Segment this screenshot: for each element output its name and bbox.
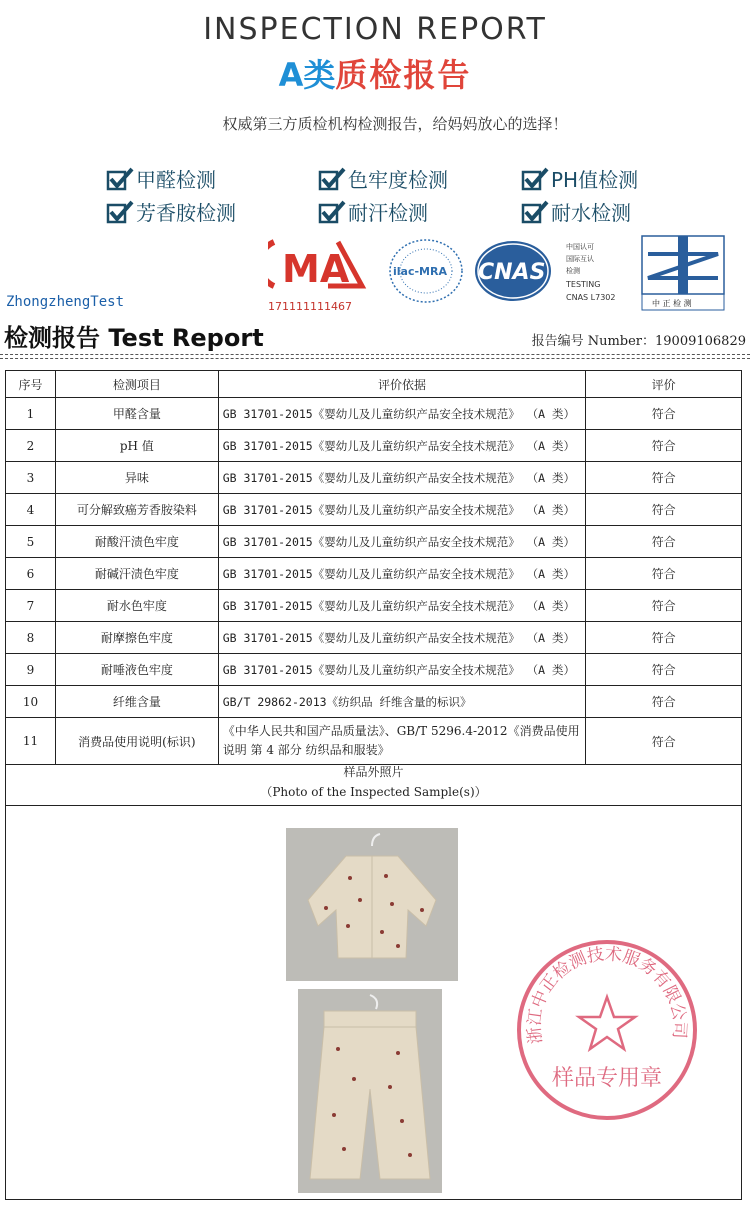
table-row: 6 耐碱汗渍色牢度 GB 31701-2015《婴幼儿及儿童纺织产品安全技术规范》 （A 类） 符合 xyxy=(6,558,742,590)
tagline: 权威第三方质检机构检测报告，给妈妈放心的选择！ xyxy=(222,115,568,133)
check-label: PH值检测 xyxy=(551,168,639,192)
svg-text:检测: 检测 xyxy=(566,267,580,275)
column-header: 评价依据 xyxy=(218,371,585,398)
seal-star-icon xyxy=(579,997,635,1049)
check-item xyxy=(318,164,448,193)
check-label: 甲醛检测 xyxy=(136,168,216,192)
cma-number: 171111111467 xyxy=(268,300,352,313)
ilac-mra-logo xyxy=(385,237,467,305)
check-label: 耐汗检测 xyxy=(348,201,428,225)
checkbox-checked-icon xyxy=(106,167,134,191)
zhongzheng-logo xyxy=(640,234,728,314)
table-row: 8 耐摩擦色牢度 GB 31701-2015《婴幼儿及儿童纺织产品安全技术规范》 （A 类） 符合 xyxy=(6,622,742,654)
cma-mark: MA xyxy=(282,247,350,291)
check-item xyxy=(106,164,216,193)
checkbox-checked-icon xyxy=(318,200,346,224)
page-subtitle xyxy=(0,50,750,96)
photo-title-cn: 样品外照片 xyxy=(343,765,404,779)
svg-text:TESTING: TESTING xyxy=(566,280,601,289)
seal-center-text: 样品专用章 xyxy=(551,1066,663,1091)
company-seal-stamp xyxy=(512,935,702,1125)
results-table xyxy=(5,370,742,765)
sample-photo-pants xyxy=(298,989,442,1193)
divider xyxy=(0,358,750,359)
svg-text:国际互认: 国际互认 xyxy=(566,255,594,263)
check-label: 色牢度检测 xyxy=(348,168,448,192)
photo-title-en: （Photo of the Inspected Sample(s)） xyxy=(260,785,487,799)
seal-ring-text: 浙江中正检测技术服务有限公司 xyxy=(524,944,690,1046)
sample-photo-jacket xyxy=(286,828,458,981)
check-item xyxy=(106,197,236,226)
divider xyxy=(0,354,750,355)
table-row: 4 可分解致癌芳香胺染料 GB 31701-2015《婴幼儿及儿童纺织产品安全技术规范》 （A 类） 符合 xyxy=(6,494,742,526)
check-label: 芳香胺检测 xyxy=(136,201,236,225)
check-item xyxy=(318,197,428,226)
page-title: INSPECTION REPORT xyxy=(203,12,547,47)
report-title: 检测报告 Test Report xyxy=(4,324,264,352)
table-row: 11 消费品使用说明(标识) 《中华人民共和国产品质量法》、GB/T 5296.4-2012《消费品使用说明 第 4 部分 纺织品和服装》 符合 xyxy=(6,718,742,765)
check-label: 耐水检测 xyxy=(551,201,631,225)
subtitle-class: A类 xyxy=(278,56,336,94)
zz-caption: 中 正 检 测 xyxy=(652,299,692,308)
checkbox-checked-icon xyxy=(521,167,549,191)
table-row: 2 pH 值 GB 31701-2015《婴幼儿及儿童纺织产品安全技术规范》 （A 类） 符合 xyxy=(6,430,742,462)
table-row: 5 耐酸汗渍色牢度 GB 31701-2015《婴幼儿及儿童纺织产品安全技术规范》 （A 类） 符合 xyxy=(6,526,742,558)
table-row: 1 甲醛含量 GB 31701-2015《婴幼儿及儿童纺织产品安全技术规范》 （A 类） 符合 xyxy=(6,398,742,430)
column-header: 序号 xyxy=(6,371,56,398)
table-row: 7 耐水色牢度 GB 31701-2015《婴幼儿及儿童纺织产品安全技术规范》 （A 类） 符合 xyxy=(6,590,742,622)
column-header: 评价 xyxy=(586,371,742,398)
subtitle-report: 质检报告 xyxy=(335,56,472,94)
table-row: 3 异味 GB 31701-2015《婴幼儿及儿童纺织产品安全技术规范》 （A 类） 符合 xyxy=(6,462,742,494)
cnas-logo xyxy=(472,237,632,307)
svg-text:CNAS L7302: CNAS L7302 xyxy=(566,293,616,302)
cma-logo xyxy=(268,234,368,314)
photo-section-header xyxy=(5,762,742,806)
checkbox-checked-icon xyxy=(318,167,346,191)
column-header: 检测项目 xyxy=(55,371,218,398)
report-number: 报告编号 Number：19009106829 xyxy=(531,334,746,349)
table-row: 9 耐唾液色牢度 GB 31701-2015《婴幼儿及儿童纺织产品安全技术规范》 （A 类） 符合 xyxy=(6,654,742,686)
table-row: 10 纤维含量 GB/T 29862-2013《纺织品 纤维含量的标识》 符合 xyxy=(6,686,742,718)
svg-text:中国认可: 中国认可 xyxy=(566,243,594,251)
check-item xyxy=(521,197,631,226)
checkbox-checked-icon xyxy=(106,200,134,224)
ilac-label: ilac-MRA xyxy=(393,265,447,278)
company-name: ZhongzhengTest xyxy=(6,294,125,310)
check-item xyxy=(521,164,638,193)
checkbox-checked-icon xyxy=(521,200,549,224)
cnas-mark: CNAS xyxy=(478,260,546,285)
table-header-row xyxy=(6,371,742,398)
